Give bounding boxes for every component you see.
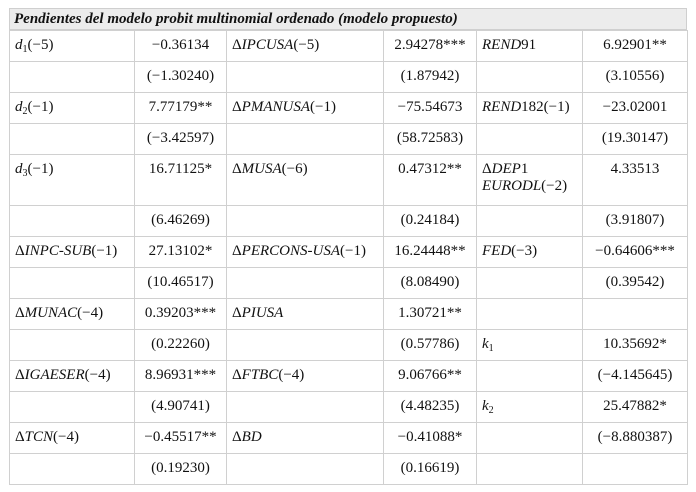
variable-suffix: (−5) xyxy=(27,37,54,53)
coefficient-cell: 8.96931*** xyxy=(135,361,227,392)
table-row xyxy=(10,268,688,299)
variable-label-cell xyxy=(227,392,384,423)
variable-label-cell xyxy=(10,31,135,62)
variable-suffix: (−4) xyxy=(84,367,111,383)
variable-label-cell xyxy=(227,237,384,268)
variable-name: BD xyxy=(241,429,262,445)
variable-label-cell xyxy=(227,361,384,392)
delta-prefix: Δ xyxy=(232,243,242,259)
variable-suffix: (−1) xyxy=(27,161,54,177)
slopes-table xyxy=(9,30,688,485)
variable-label-cell xyxy=(227,124,384,155)
delta-prefix: Δ xyxy=(232,429,242,445)
variable-name: FED xyxy=(482,243,512,259)
variable-name: d xyxy=(15,161,23,177)
std-error-cell: (0.16619) xyxy=(384,454,477,485)
delta-prefix: Δ xyxy=(15,305,25,321)
variable-name-line2: EURODL xyxy=(482,178,542,194)
table-row xyxy=(10,392,688,423)
coefficient-cell: 2.94278*** xyxy=(384,31,477,62)
delta-prefix: Δ xyxy=(232,161,242,177)
variable-label-cell xyxy=(10,330,135,361)
delta-prefix: Δ xyxy=(232,99,242,115)
coefficient-cell: 6.92901** xyxy=(583,31,688,62)
variable-name: MUSA xyxy=(241,161,282,177)
delta-prefix: Δ xyxy=(232,367,242,383)
variable-name: INPC-SUB xyxy=(24,243,92,259)
variable-label-cell xyxy=(227,31,384,62)
variable-suffix: (−1) xyxy=(91,243,118,259)
table-row xyxy=(10,206,688,237)
std-error-cell: (0.39542) xyxy=(583,268,688,299)
coefficient-cell: 9.06766** xyxy=(384,361,477,392)
results-table-container xyxy=(9,8,687,485)
std-error-cell: (3.10556) xyxy=(583,62,688,93)
std-error-cell: (4.48235) xyxy=(384,392,477,423)
table-row xyxy=(10,454,688,485)
variable-label-cell xyxy=(477,268,583,299)
coefficient-cell: 7.77179** xyxy=(135,93,227,124)
variable-label-cell xyxy=(477,299,583,330)
variable-label-cell xyxy=(10,124,135,155)
coefficient-cell: −0.64606*** xyxy=(583,237,688,268)
std-error-cell: (58.72583) xyxy=(384,124,477,155)
table-row xyxy=(10,31,688,62)
variable-name: k xyxy=(482,398,489,414)
coefficient-cell: −0.41088* xyxy=(384,423,477,454)
std-error-cell: (6.46269) xyxy=(135,206,227,237)
table-title: Pendientes del modelo probit multinomial ordenado (modelo propuesto) xyxy=(9,8,687,30)
variable-label-cell xyxy=(10,454,135,485)
variable-subscript: 1 xyxy=(488,343,494,354)
std-error-cell: (−4.145645) xyxy=(583,361,688,392)
variable-label-cell xyxy=(10,62,135,93)
variable-name: PERCONS-USA xyxy=(241,243,340,259)
variable-label-cell xyxy=(227,268,384,299)
variable-label-cell xyxy=(227,423,384,454)
variable-name: DEP xyxy=(491,161,521,177)
coefficient-cell: 1.30721** xyxy=(384,299,477,330)
coefficient-cell: −0.36134 xyxy=(135,31,227,62)
variable-label-cell xyxy=(10,155,135,206)
variable-suffix: (−1) xyxy=(309,99,336,115)
variable-label-cell xyxy=(477,93,583,124)
std-error-cell: (3.91807) xyxy=(583,206,688,237)
variable-label-cell xyxy=(477,392,583,423)
variable-suffix: (−1) xyxy=(27,99,54,115)
std-error-cell: (4.90741) xyxy=(135,392,227,423)
variable-label-cell xyxy=(10,299,135,330)
delta-prefix: Δ xyxy=(15,243,25,259)
table-row xyxy=(10,155,688,206)
variable-label-cell xyxy=(477,206,583,237)
table-row xyxy=(10,124,688,155)
table-row xyxy=(10,330,688,361)
coefficient-cell xyxy=(583,299,688,330)
std-error-cell: (0.24184) xyxy=(384,206,477,237)
table-row xyxy=(10,237,688,268)
variable-suffix: (−6) xyxy=(281,161,308,177)
variable-name: k xyxy=(482,336,489,352)
coefficient-cell: 0.39203*** xyxy=(135,299,227,330)
variable-suffix: (−4) xyxy=(77,305,104,321)
std-error-cell: (0.22260) xyxy=(135,330,227,361)
variable-subscript: 3 xyxy=(22,168,28,179)
variable-label-cell xyxy=(477,31,583,62)
variable-subscript: 2 xyxy=(22,106,28,117)
std-error-cell: (−8.880387) xyxy=(583,423,688,454)
std-error-cell: (10.46517) xyxy=(135,268,227,299)
variable-label-cell xyxy=(227,93,384,124)
variable-label-cell xyxy=(227,330,384,361)
variable-label-cell xyxy=(477,237,583,268)
delta-prefix: Δ xyxy=(482,161,492,177)
variable-suffix: (−4) xyxy=(53,429,79,445)
coefficient-cell: 16.24448** xyxy=(384,237,477,268)
variable-label-cell xyxy=(227,299,384,330)
variable-label-cell xyxy=(10,392,135,423)
variable-subscript: 1 xyxy=(22,44,28,55)
std-error-cell: (0.19230) xyxy=(135,454,227,485)
table-row xyxy=(10,423,688,454)
std-error-cell: (0.57786) xyxy=(384,330,477,361)
variable-label-cell xyxy=(10,93,135,124)
variable-suffix-line2: (−2) xyxy=(541,178,568,194)
coefficient-cell: −75.54673 xyxy=(384,93,477,124)
std-error-cell: (−3.42597) xyxy=(135,124,227,155)
variable-label-cell xyxy=(477,330,583,361)
variable-name: FTBC xyxy=(241,367,279,383)
variable-name: d xyxy=(15,99,23,115)
delta-prefix: Δ xyxy=(15,429,25,445)
variable-label-cell xyxy=(227,206,384,237)
variable-label-cell xyxy=(477,124,583,155)
variable-label-cell xyxy=(477,62,583,93)
variable-suffix: (−5) xyxy=(293,37,320,53)
std-error-cell: (19.30147) xyxy=(583,124,688,155)
variable-label-cell xyxy=(477,361,583,392)
variable-label-cell xyxy=(10,361,135,392)
coefficient-cell: 4.33513 xyxy=(583,155,688,206)
coefficient-cell: 10.35692* xyxy=(583,330,688,361)
variable-suffix: (−1) xyxy=(339,243,366,259)
variable-label-cell xyxy=(227,454,384,485)
variable-name: TCN xyxy=(24,429,54,445)
variable-label-cell xyxy=(477,155,583,206)
coefficient-cell: 16.71125* xyxy=(135,155,227,206)
coefficient-cell: 0.47312** xyxy=(384,155,477,206)
variable-label-cell xyxy=(10,423,135,454)
delta-prefix: Δ xyxy=(232,305,242,321)
variable-label-cell xyxy=(10,237,135,268)
variable-name: IGAESER xyxy=(24,367,85,383)
table-row xyxy=(10,62,688,93)
variable-name: PIUSA xyxy=(241,305,284,321)
variable-name: MUNAC xyxy=(24,305,78,321)
variable-name: d xyxy=(15,37,23,53)
variable-label-cell xyxy=(477,454,583,485)
variable-suffix: (−4) xyxy=(278,367,305,383)
variable-name: PMANUSA xyxy=(241,99,310,115)
delta-prefix: Δ xyxy=(15,367,25,383)
coefficient-cell: 27.13102* xyxy=(135,237,227,268)
table-row xyxy=(10,361,688,392)
std-error-cell: (−1.30240) xyxy=(135,62,227,93)
coefficient-cell: −0.45517** xyxy=(135,423,227,454)
delta-prefix: Δ xyxy=(232,37,242,53)
variable-suffix: (−3) xyxy=(511,243,538,259)
variable-label-cell xyxy=(227,62,384,93)
variable-name: REND xyxy=(482,37,522,53)
variable-suffix: 182(−1) xyxy=(521,99,570,115)
variable-name: IPCUSA xyxy=(241,37,294,53)
variable-name: REND xyxy=(482,99,522,115)
variable-suffix: 91 xyxy=(521,37,537,53)
variable-label-cell xyxy=(477,423,583,454)
std-error-cell: (1.87942) xyxy=(384,62,477,93)
table-body xyxy=(10,31,688,485)
coefficient-cell: −23.02001 xyxy=(583,93,688,124)
std-error-cell: (8.08490) xyxy=(384,268,477,299)
table-row xyxy=(10,93,688,124)
variable-label-cell xyxy=(10,206,135,237)
variable-label-cell xyxy=(10,268,135,299)
variable-label-cell xyxy=(227,155,384,206)
coefficient-cell xyxy=(583,454,688,485)
variable-suffix: 1 xyxy=(520,161,529,177)
coefficient-cell: 25.47882* xyxy=(583,392,688,423)
variable-subscript: 2 xyxy=(488,405,494,416)
table-row xyxy=(10,299,688,330)
